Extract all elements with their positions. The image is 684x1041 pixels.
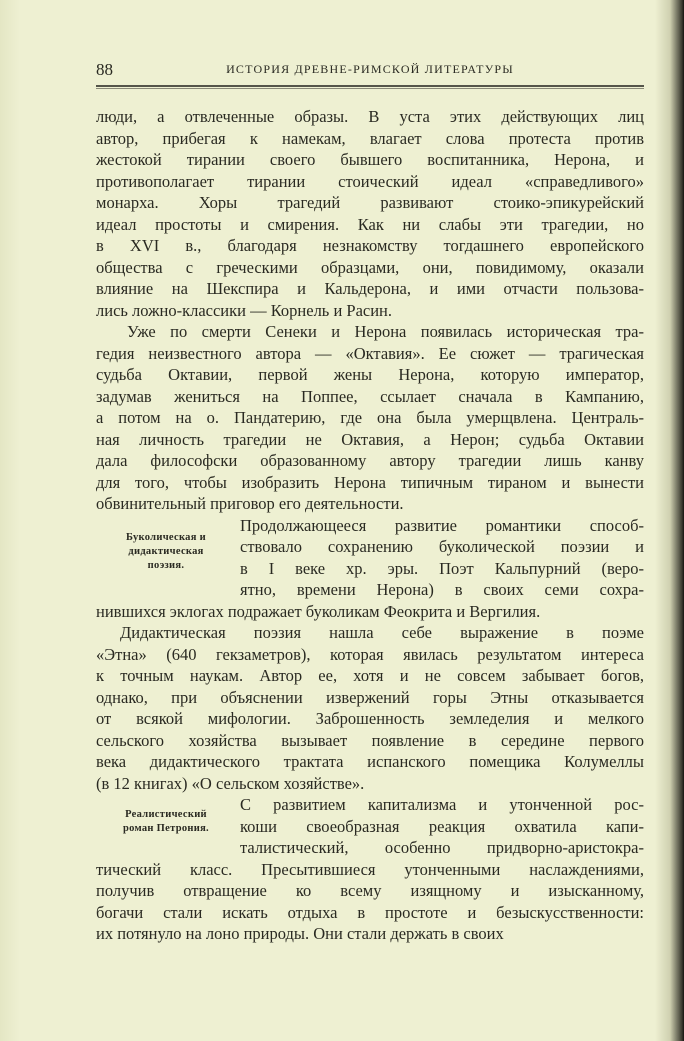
text-line: в I веке хр. эры. Поэт Кальпурний (веро-	[240, 558, 644, 578]
text-line: коши своеобразная реакция охватила капи-	[240, 816, 644, 836]
text-line: ная личность трагедии не Октавия, а Нерон; судьба Октавии	[96, 429, 644, 449]
text-line: Дидактическая поэзия нашла себе выражение в поэме	[120, 623, 644, 642]
text-line: судьба Октавии, первой жены Нерона, которую император,	[96, 365, 644, 384]
text-line: тический класс. Пресытившиеся утонченными наслаждениями,	[96, 859, 644, 879]
sidenote-bucolic-didactic	[96, 531, 236, 573]
text-line: жестокой тирании своего бывшего воспитанника, Нерона, и	[96, 150, 644, 169]
text-line: лись ложно-классики — Корнель и Расин.	[96, 300, 393, 320]
sidenote-line: дидактическая	[128, 546, 204, 557]
text-line: от всякой мифологии. Заброшенность земледелия и мелкого	[96, 709, 644, 728]
text-line: к точным наукам. Автор ее, хотя и не совсем забывает богов,	[96, 666, 644, 685]
text-line: обвинительный приговор его деятельности.	[96, 494, 404, 513]
header-rule	[96, 85, 644, 89]
text-line: общества с греческими образцами, они, повидимому, оказали	[96, 257, 644, 277]
text-line: а потом на о. Пандатерию, где она была умерщвлена. Централь-	[96, 408, 644, 427]
text-line: влияние на Шекспира и Кальдерона, и ими отчасти пользова-	[96, 279, 644, 298]
text-line: С развитием капитализма и утонченной рос-	[240, 795, 644, 814]
text-line: сельского хозяйства вызывает появление в середине первого	[96, 730, 644, 750]
sidenote-line: Буколическая и	[126, 532, 206, 543]
sidenote-line: поэзия.	[147, 560, 185, 571]
text-line: монарха. Хоры трагедий развивают стоико-эпикурейский	[96, 193, 644, 212]
text-line: получив отвращение ко всему изящному и изысканному,	[96, 881, 644, 900]
sidenote-petronius	[96, 808, 236, 836]
text-line: однако, при объяснении извержений горы Этны отказывается	[96, 687, 644, 707]
text-line: для того, чтобы изобразить Нерона типичным тираном и вынести	[96, 472, 644, 492]
text-line: люди, а отвлеченные образы. В уста этих действующих лиц	[96, 107, 644, 126]
text-line: (в 12 книгах) «О сельском хозяйстве».	[96, 773, 365, 793]
text-line: богачи стали искать отдыха в простоте и безыскусственности:	[96, 902, 644, 922]
text-line: идеал простоты и смирения. Как ни слабы эти трагедии, но	[96, 214, 644, 234]
text-line: ятно, времени Нерона) в своих семи сохра-	[240, 580, 644, 599]
text-line: автор, прибегая к намекам, влагает слова протеста против	[96, 128, 644, 148]
text-line: Продолжающееся развитие романтики способ-	[240, 515, 644, 535]
text-line: противополагает тирании стоический идеал «справедливого»	[96, 171, 644, 191]
text-line: задумав жениться на Поппее, ссылает сначала в Кампанию,	[96, 386, 644, 406]
running-title: ИСТОРИЯ ДРЕВНЕ-РИМСКОЙ ЛИТЕРАТУРЫ	[226, 62, 514, 76]
text-line: гедия неизвестного автора — «Октавия». Ее сюжет — трагическая	[96, 343, 644, 363]
text-line: их потянуло на лоно природы. Они стали держать в своих	[96, 924, 504, 943]
text-line: дала философски образованному автору трагедии лишь канву	[96, 451, 644, 470]
sidenote-line: Реалистический	[125, 809, 207, 820]
text-line: ствовало сохранению буколической поэзии и	[240, 537, 644, 556]
text-line: века дидактического трактата испанского помещика Колумеллы	[96, 752, 644, 771]
sidenote-line: роман Петрония.	[122, 823, 209, 834]
page-number: 88	[96, 60, 113, 79]
text-line: талистический, особенно придворно-аристокра-	[240, 838, 644, 857]
text-line: Уже по смерти Сенеки и Нерона появилась историческая тра-	[127, 322, 644, 341]
text-line: нившихся эклогах подражает буколикам Феокрита и Вергилия.	[96, 601, 541, 621]
text-line: в XVI в., благодаря незнакомству тогдашнего европейского	[96, 236, 644, 255]
text-line: «Этна» (640 гекзаметров), которая явилась результатом интереса	[96, 644, 644, 664]
